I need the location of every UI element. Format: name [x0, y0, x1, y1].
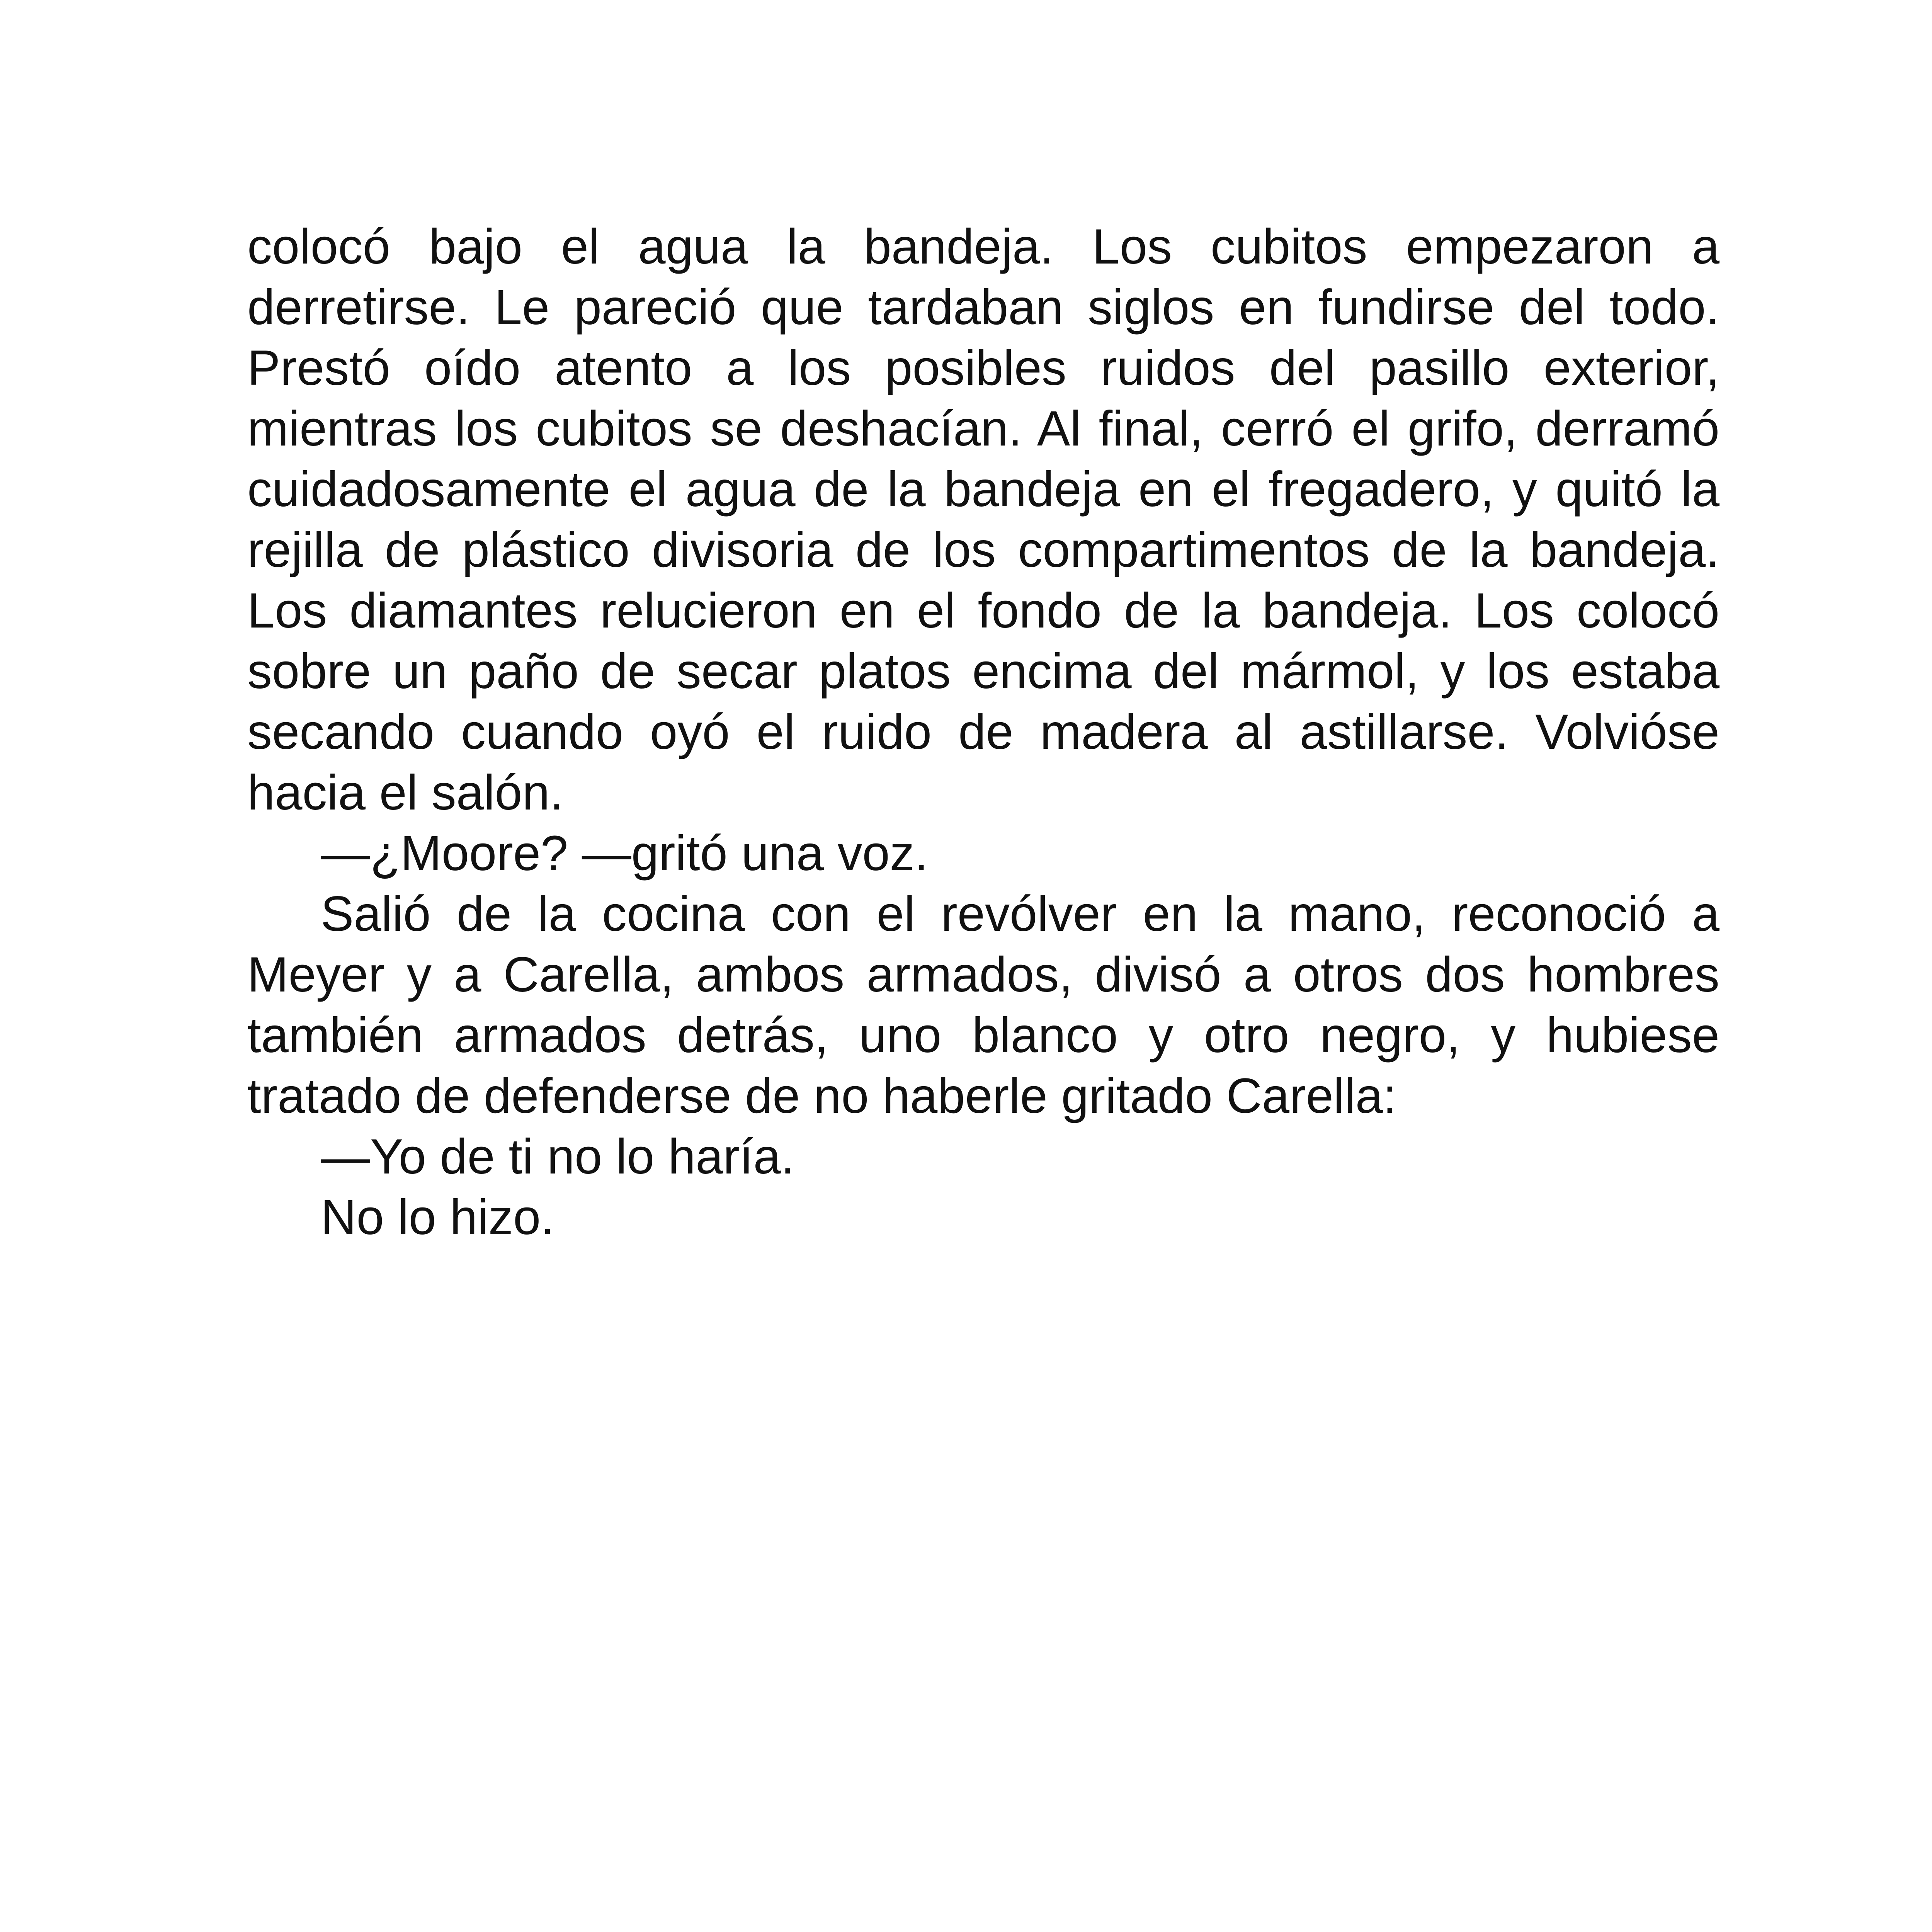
paragraph-dialogue-moore: —¿Moore? —gritó una voz. — [321, 826, 929, 881]
paragraph-dialogue-carella: —Yo de ti no lo haría. — [321, 1129, 795, 1184]
paragraph-final: No lo hizo. — [321, 1190, 554, 1245]
body-text — [247, 216, 1719, 1248]
paragraph-continuation: colocó bajo el agua la bandeja. Los cubitos empezaron a derretirse. Le pareció que tardaban siglos en fundirse del todo. Prestó oído atento a los posibles ruidos del pasillo exterior, mientras los cubitos se deshacían. Al final, cerró el grifo, derramó cuidadosamente el agua de la bandeja en el fregadero, y quitó la rejilla de plástico divisoria de los compartimentos de la bandeja. Los diamantes relucieron en el fondo de la bandeja. Los colocó sobre un paño de secar platos encima del mármol, y los estaba secando cuando oyó el ruido de madera al astillarse. Volvióse hacia el salón. — [247, 219, 1719, 820]
paragraph-kitchen-exit: Salió de la cocina con el revólver en la mano, reconoció a Meyer y a Carella, ambos armados, divisó a otros dos hombres también armados detrás, uno blanco y otro negro, y hubiese tratado de defenderse de no haberle gritado Carella: — [247, 886, 1719, 1124]
